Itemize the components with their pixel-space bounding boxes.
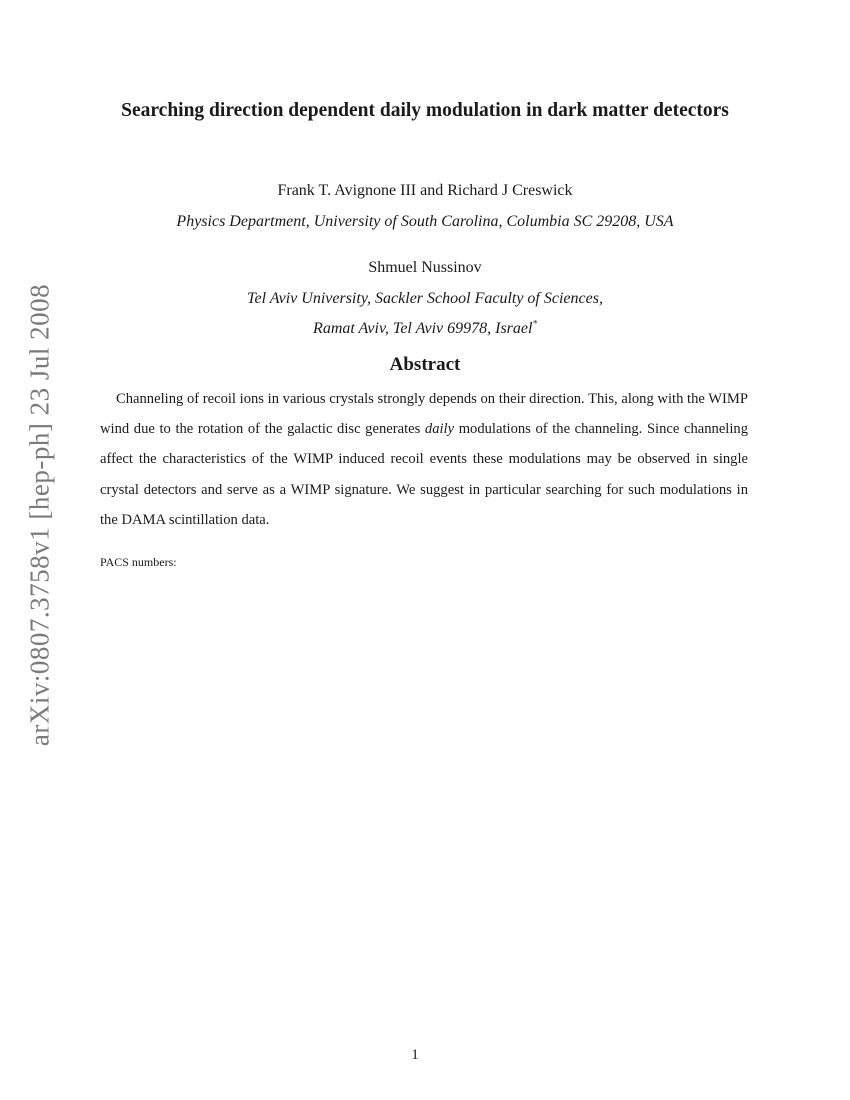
arxiv-sidebar-stamp xyxy=(10,280,70,750)
author-list-1: Frank T. Avignone III and Richard J Creswick xyxy=(277,182,573,199)
page-number: 1 xyxy=(411,1047,419,1063)
abstract-text-part-1: Channeling of recoil ions in various crystals strongly depends on their direction. This, along with the WIMP wind due to the rotation of the galactic disc generates xyxy=(100,391,748,438)
affiliation-2-line-2 xyxy=(100,320,750,338)
arxiv-identifier: arXiv:0807.3758v1 [hep-ph] 23 Jul 2008 xyxy=(24,283,55,747)
affiliation-2-text: Ramat Aviv, Tel Aviv 69978, Israel xyxy=(313,320,533,337)
paper-title: Searching direction dependent daily modulation in dark matter detectors xyxy=(121,100,729,121)
affiliation-2-line-1: Tel Aviv University, Sackler School Faculty of Sciences, xyxy=(247,290,603,307)
author-2: Shmuel Nussinov xyxy=(368,259,482,276)
abstract-text xyxy=(100,384,748,535)
affiliation-footnote-marker: * xyxy=(532,318,537,329)
pacs-numbers-label: PACS numbers: xyxy=(100,555,177,569)
abstract-heading: Abstract xyxy=(389,354,461,375)
affiliation-1: Physics Department, University of South Carolina, Columbia SC 29208, USA xyxy=(176,213,674,230)
abstract-text-part-2: modulations of the channeling. Since channeling affect the characteristics of the WIMP induced recoil events these modulations may be observed in single crystal detectors and serve as a WIMP signature. We suggest in particular searching for such modulations in the DAMA scintillation data. xyxy=(100,421,748,528)
abstract-emphasis: daily xyxy=(424,421,455,438)
